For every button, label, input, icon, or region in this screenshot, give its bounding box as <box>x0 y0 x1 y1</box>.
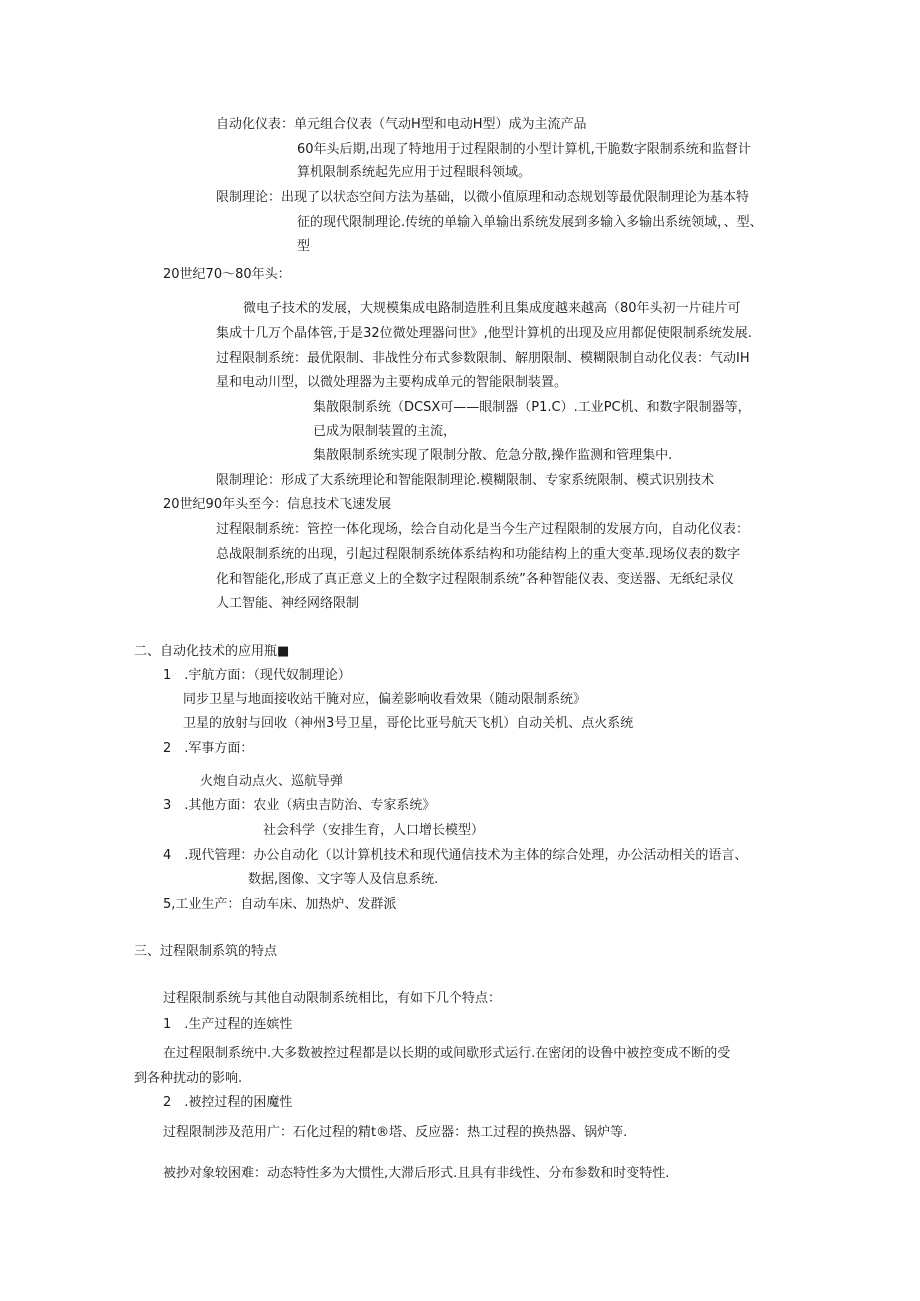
text-line: 在过程限制系统中.大多数被控过程都是以长期的或间歇形式运行.在密闭的设鲁中被控变成不断的受 <box>163 1046 731 1061</box>
list-item: 1 .宇航方面：（现代奴制理论） <box>163 668 351 683</box>
section-heading: 20世纪70〜80年头： <box>163 267 291 282</box>
text-line: 过程限制系统与其他自动限制系统相比，有如下几个特点： <box>163 991 502 1006</box>
text-line: 星和电动川型，以微处理器为主要构成单元的智能限制装置。 <box>216 375 568 390</box>
list-item: 4 .现代管理：办公自动化（以计算机技术和现代通信技术为主体的综合处理，办公活动相关的语言、 <box>163 848 748 863</box>
text-line: 已成为限制装置的主流， <box>313 424 457 439</box>
text-line: 集成十几万个晶体管,于是32位微处理器问世》,他型计算机的出现及应用都促使限制系统发展. <box>216 326 752 341</box>
text-line: 过程限制涉及范用广：石化过程的精t®塔、反应器：热工过程的换热器、锅炉等. <box>163 1125 628 1140</box>
text-line: 自动化仪表：单元组合仪表（气动H型和电动H型）成为主流产品 <box>216 117 587 132</box>
text-line: 限制理论：出现了以状态空间方法为基础，以微小值原理和动态规划等最优限制理论为基本特 <box>216 190 750 205</box>
text-line: 算机限制系统起先应用于过程眼科领域。 <box>297 165 532 180</box>
text-line: 集散限制系统（DCSX可——眼制器（P1.C）.工业PC机、和数字限制器等， <box>313 400 751 415</box>
text-line: 过程限制系统：管控一体化现场，绘合自动化是当今生产过程限制的发展方向，自动化仪表： <box>216 522 750 537</box>
text-line: 人工智能、神经网络限制 <box>216 596 360 611</box>
section-heading: 二、自动化技术的应用瓶■ <box>134 644 290 659</box>
text-line: 总战限制系统的出现，引起过程限制系统体系结构和功能结构上的重大变革.现场仪表的数字 <box>216 547 741 562</box>
text-line: 集散限制系统实现了限制分散、危急分散,操作监测和管理集中. <box>313 448 673 463</box>
text-line: 微电子技术的发展，大规模集成电路制造胜利且集成度越来越高（80年头初一片硅片可 <box>243 301 741 316</box>
list-item: 2 .被控过程的困魔性 <box>163 1095 293 1110</box>
section-heading: 20世纪90年头至今：信息技术飞速发展 <box>163 497 392 512</box>
list-item: 3 .其他方面：农业（病虫吉防治、专家系统》 <box>163 798 436 813</box>
text-line: 同步卫星与地面接收站干腌对应，偏差影响收看效果（随动限制系统》 <box>183 692 587 707</box>
text-line: 数据,图像、文字等人及信息系统. <box>248 872 439 887</box>
section-heading: 三、过程限制系筑的特点 <box>134 944 278 959</box>
text-line: 卫星的放射与回收（神州3号卫星，哥伦比亚号航天飞机）自动关机、点火系统 <box>183 716 634 731</box>
text-line: 化和智能化,形成了真正意义上的全数字过程限制系统”各种智能仪表、变送器、无纸纪录仪 <box>216 572 734 587</box>
text-line: 型 <box>297 239 311 254</box>
text-line: 征的现代限制理论.传统的单输入单输出系统发展到多输入多输出系统领域，、型、 <box>297 215 763 230</box>
text-line: 火炮自动点火、巡航导弹 <box>200 774 344 789</box>
text-line: 60年头后期,出现了特地用于过程限制的小型计算机,干脆数字限制系统和监督计 <box>297 142 751 157</box>
text-line: 限制理论：形成了大系统理论和智能限制理论.模糊限制、专家系统限制、模式识别技术 <box>216 473 715 488</box>
text-line: 到各种扰动的影响. <box>134 1071 243 1086</box>
list-item: 1 .生产过程的连嫔性 <box>163 1017 293 1032</box>
list-item: 5,工业生产：自动车床、加热炉、发群派 <box>163 897 397 912</box>
text-line: 过程限制系统：最优限制、非战性分布式参数限制、解朋限制、模糊限制自动化仪表：气动IH <box>216 351 750 366</box>
text-line: 被抄对象较困难：动态特性多为大惯性,大滞后形式.且具有非线性、分布参数和时变特性. <box>163 1166 670 1181</box>
list-item: 2 .军事方面： <box>163 741 254 756</box>
text-line: 社会科学（安排生育，人口增长模型） <box>263 823 485 838</box>
